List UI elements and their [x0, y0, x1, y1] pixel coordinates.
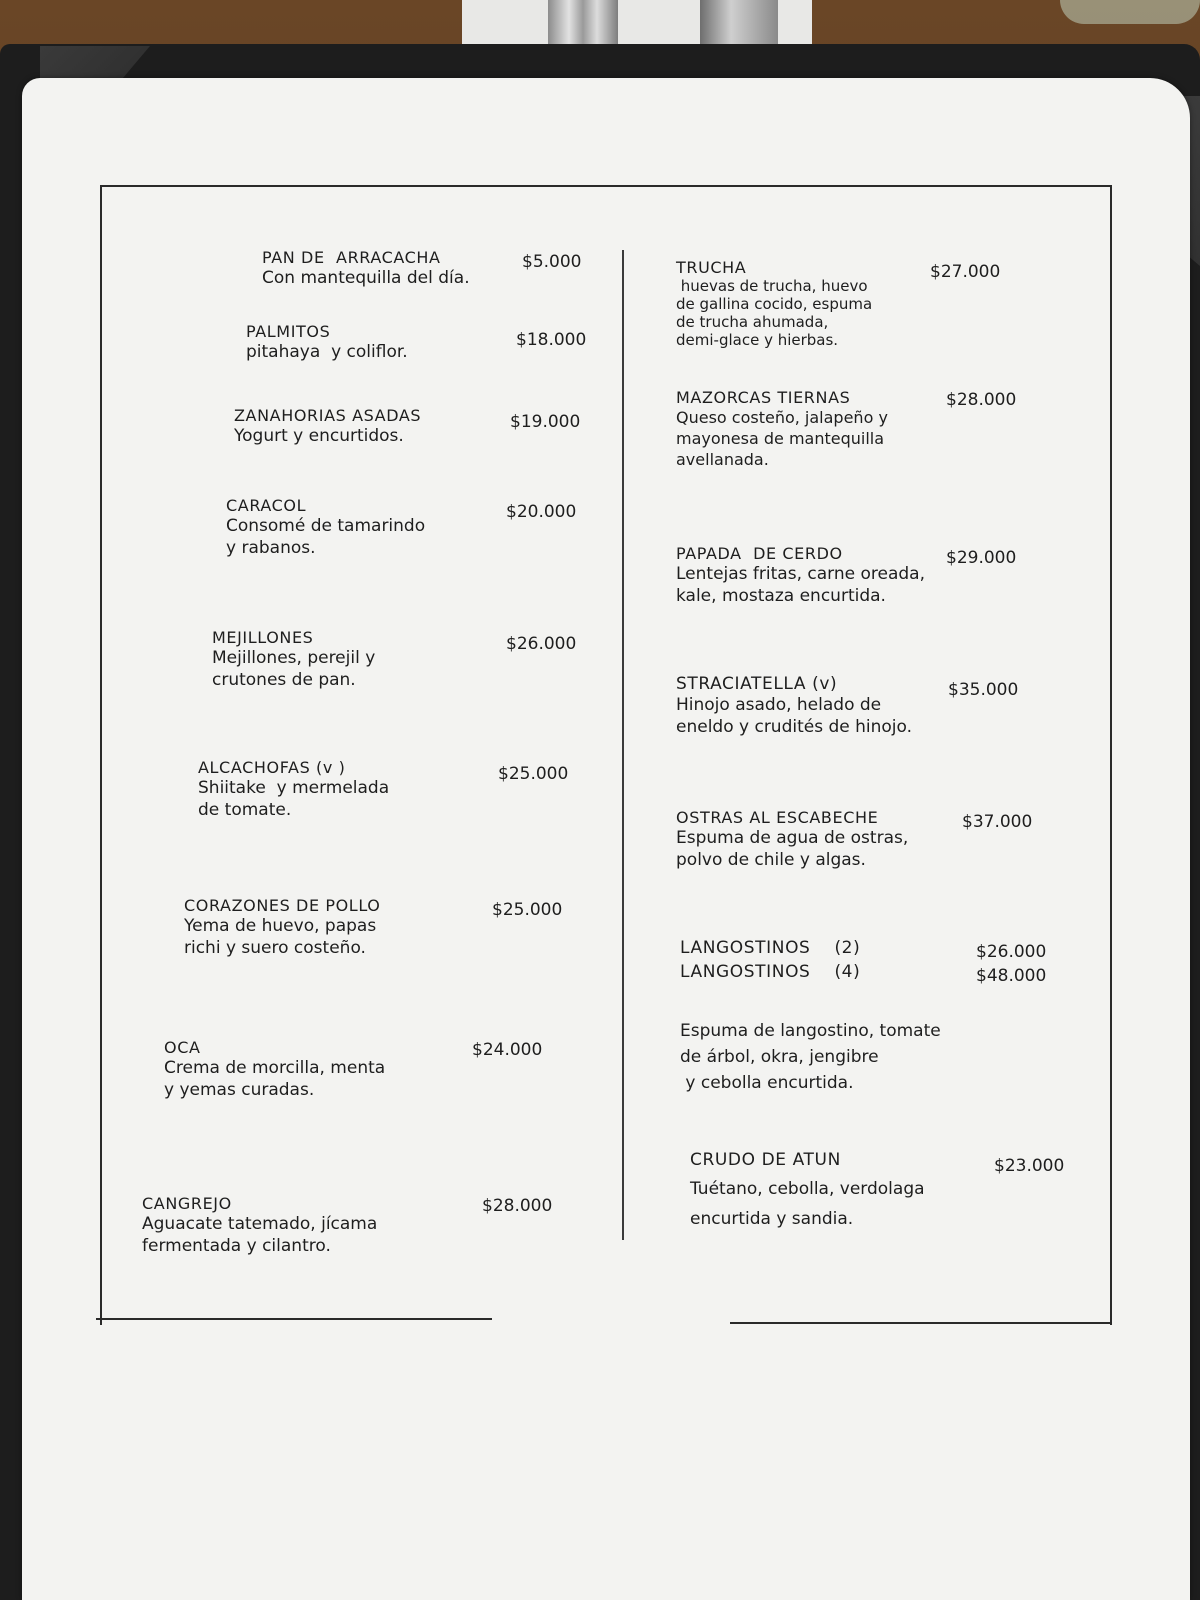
menu-item — [680, 936, 941, 1096]
item-name: CORAZONES DE POLLO — [184, 896, 381, 915]
item-description: Tuétano, cebolla, verdolaga encurtida y sandia. — [690, 1179, 925, 1229]
item-name: MEJILLONES — [212, 628, 314, 647]
menu-item — [226, 496, 425, 559]
item-price: $24.000 — [472, 1040, 543, 1060]
column-divider — [622, 250, 624, 1240]
item-description: Con mantequilla del día. — [262, 268, 470, 288]
item-description: Aguacate tatemado, jícama fermentada y cilantro. — [142, 1214, 378, 1256]
item-description: Crema de morcilla, menta y yemas curadas. — [164, 1058, 386, 1100]
item-price: $37.000 — [962, 812, 1033, 832]
item-description: Yogurt y encurtidos. — [234, 426, 404, 446]
menu-item — [676, 544, 925, 607]
item-price: $26.000 $48.000 — [976, 942, 1047, 986]
item-price: $29.000 — [946, 548, 1017, 568]
item-price: $18.000 — [516, 330, 587, 350]
menu-item — [198, 758, 389, 821]
item-price: $28.000 — [482, 1196, 553, 1216]
menu-item — [690, 1150, 925, 1234]
item-price: $35.000 — [948, 680, 1019, 700]
menu-item — [262, 248, 470, 289]
item-name: MAZORCAS TIERNAS — [676, 388, 851, 407]
item-price: $28.000 — [946, 390, 1017, 410]
item-name: CRUDO DE ATUN — [690, 1150, 841, 1170]
item-name: PALMITOS — [246, 322, 331, 341]
item-price: $25.000 — [498, 764, 569, 784]
item-description: Lentejas fritas, carne oreada, kale, mostaza encurtida. — [676, 564, 925, 606]
item-price: $27.000 — [930, 262, 1001, 282]
item-name: STRACIATELLA (v) — [676, 674, 838, 694]
menu-item — [184, 896, 380, 959]
menu-item — [676, 674, 912, 738]
menu-item — [234, 406, 421, 447]
item-name: PAN DE ARRACACHA — [262, 248, 441, 267]
item-name: LANGOSTINOS (2) LANGOSTINOS (4) — [680, 938, 861, 982]
item-name: TRUCHA — [676, 258, 747, 277]
item-description: Consomé de tamarindo y rabanos. — [226, 516, 426, 558]
item-name: ALCACHOFAS (v ) — [198, 758, 346, 777]
item-description: Mejillones, perejil y crutones de pan. — [212, 648, 376, 690]
item-description: Espuma de langostino, tomate de árbol, okra, jengibre y cebolla encurtida. — [680, 1021, 941, 1093]
menu-item — [676, 388, 888, 470]
item-price: $25.000 — [492, 900, 563, 920]
item-name: ZANAHORIAS ASADAS — [234, 406, 422, 425]
glass — [1060, 0, 1200, 24]
menu-item — [676, 808, 908, 871]
item-price: $19.000 — [510, 412, 581, 432]
item-name: CARACOL — [226, 496, 307, 515]
frame-bottom-left — [96, 1318, 492, 1320]
item-name: CANGREJO — [142, 1194, 232, 1213]
menu-item — [676, 258, 872, 349]
item-description: Queso costeño, jalapeño y mayonesa de mantequilla avellanada. — [676, 408, 888, 469]
item-description: Yema de huevo, papas richi y suero costeño. — [184, 916, 377, 958]
item-description: Espuma de agua de ostras, polvo de chile y algas. — [676, 828, 909, 870]
item-price: $5.000 — [522, 252, 582, 272]
item-description: Shiitake y mermelada de tomate. — [198, 778, 390, 820]
item-price: $20.000 — [506, 502, 577, 522]
menu-item — [164, 1038, 385, 1101]
item-name: OCA — [164, 1038, 201, 1057]
menu-item — [142, 1194, 377, 1257]
item-price: $23.000 — [994, 1156, 1065, 1176]
frame-bottom-right — [730, 1322, 1112, 1324]
item-name: OSTRAS AL ESCABECHE — [676, 808, 879, 827]
item-price: $26.000 — [506, 634, 577, 654]
item-description: Hinojo asado, helado de eneldo y crudités de hinojo. — [676, 695, 913, 737]
menu-item — [212, 628, 375, 691]
item-description: pitahaya y coliflor. — [246, 342, 408, 362]
menu-item — [246, 322, 408, 363]
item-description: huevas de trucha, huevo de gallina cocido, espuma de trucha ahumada, demi-glace y hierbas. — [676, 277, 873, 349]
item-name: PAPADA DE CERDO — [676, 544, 843, 563]
